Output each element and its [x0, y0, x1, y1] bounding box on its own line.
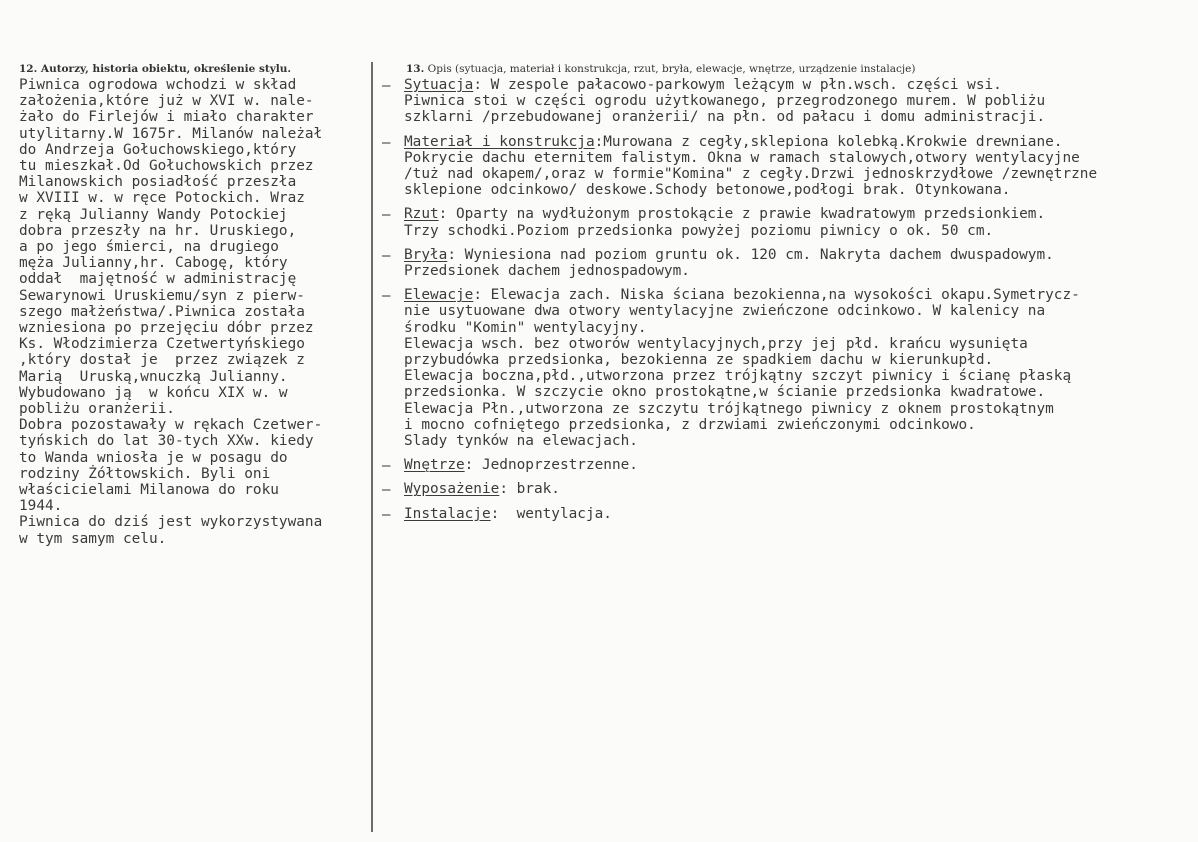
history-line: Piwnica do dziś jest wykorzystywana — [19, 514, 323, 531]
history-line: Ks. Włodzimierza Czetwertyńskiego — [19, 336, 305, 353]
section-line: środku "Komin" wentylacyjny. — [404, 319, 647, 336]
history-line: rodziny Żółtowskich. Byli oni — [19, 465, 271, 482]
section-gap — [382, 449, 1198, 457]
section-first-line — [382, 506, 1198, 522]
section-dash: – — [382, 247, 391, 264]
description-header-text: Opis (sytuacja, materiał i konstrukcja, rzut, bryła, elewacje, wnętrze, urządzenie instalacje) — [427, 63, 916, 75]
section-title: Wyposażenie — [404, 481, 500, 498]
history-header: 12. Autorzy, historia obiektu, określenie stylu. — [19, 63, 292, 75]
history-line: oddał majętność w administrację — [19, 271, 297, 288]
history-line: Dobra pozostawały w rękach Czetwer- — [19, 417, 323, 434]
description-header — [382, 62, 1198, 77]
section-title: Instalacje — [404, 505, 491, 522]
section-line: Elewacja Płn.,utworzona ze szczytu trójkątnego piwnicy z oknem prostokątnym — [404, 400, 1054, 417]
description-sections — [382, 77, 1198, 522]
history-line: to Wanda wniosła je w posagu do — [19, 449, 288, 466]
history-column — [19, 62, 371, 547]
history-line: w XVIII w. w ręce Potockich. Wraz — [19, 190, 305, 207]
section-dash: – — [382, 482, 391, 499]
history-line: szego małżeństwa/.Piwnica została — [19, 303, 305, 320]
history-line: tyńskich do lat 30-tych XXw. kiedy — [19, 433, 314, 450]
history-line: Piwnica ogrodowa wchodzi w skład — [19, 77, 297, 93]
section-gap — [382, 498, 1198, 506]
section-dash: – — [382, 458, 391, 475]
section-first-line — [382, 247, 1198, 263]
section-first-line — [382, 206, 1198, 222]
section-text: : Jednoprzestrzenne. — [464, 457, 638, 474]
section-dash: – — [382, 506, 391, 522]
section-line: szklarni /przebudowanej oranżerii/ na płn. od pałacu i domu administracji. — [404, 109, 1046, 126]
section-title: Elewacje — [404, 287, 474, 304]
section-line: Elewacja boczna,płd.,utworzona przez trójkątny szczyt piwnicy i ścianę płaską — [404, 368, 1072, 385]
section-line: sklepione odcinkowo/ deskowe.Schody betonowe,podłogi brak. Otynkowana. — [404, 182, 1011, 199]
description-section — [382, 247, 1198, 279]
section-title: Sytuacja — [404, 77, 474, 93]
history-line: 1944. — [19, 498, 63, 515]
description-section — [382, 481, 1198, 497]
section-text: : Wyniesiona nad poziom gruntu ok. 120 cm. Nakryta dachem dwuspadowym. — [447, 246, 1054, 263]
section-text: :Murowana z cegły,sklepiona kolebką.Krokwie drewniane. — [594, 133, 1063, 150]
history-line: Sewarynowi Uruskiemu/syn z pierw- — [19, 287, 305, 304]
section-line: /tuż nad okapem/,oraz w formie"Komina" z cegły.Drzwi jednoskrzydłowe /zewnętrzne — [404, 166, 1098, 183]
description-section — [382, 206, 1198, 238]
description-header-number: 13. — [406, 63, 425, 75]
history-line: do Andrzeja Gołuchowskiego,który — [19, 141, 297, 158]
section-title: Rzut — [404, 206, 439, 223]
section-dash: – — [382, 134, 391, 151]
history-line: ,który dostał je przez związek z — [19, 352, 305, 369]
history-line: wzniesiona po przejęciu dóbr przez — [19, 320, 314, 337]
history-text — [19, 77, 371, 547]
history-line: właścicielami Milanowa do roku — [19, 482, 279, 499]
history-line: w tym samym celu. — [19, 530, 167, 547]
history-line: założenia,które już w XVI w. nale- — [19, 93, 314, 110]
history-line: tu mieszkał.Od Gołuchowskich przez — [19, 158, 314, 175]
history-line: utylitarny.W 1675r. Milanów należał — [19, 125, 323, 142]
section-text: : W zespole pałacowo-parkowym leżącym w płn.wsch. części wsi. — [473, 77, 1002, 93]
section-gap — [382, 279, 1198, 287]
section-line: przybudówka przedsionka, bezokienna ze spadkiem dachu w kierunkupłd. — [404, 352, 994, 369]
section-gap — [382, 126, 1198, 134]
history-line: pobliżu oranżerii. — [19, 401, 175, 418]
section-first-line — [382, 77, 1198, 93]
description-section — [382, 287, 1198, 449]
section-line: Elewacja wsch. bez otworów wentylacyjnych,przy jej płd. krańcu wysunięta — [404, 335, 1028, 352]
section-first-line — [382, 457, 1198, 473]
column-divider — [371, 62, 373, 832]
history-line: z ręką Julianny Wandy Potockiej — [19, 206, 288, 223]
section-first-line — [382, 134, 1198, 150]
section-dash: – — [382, 78, 391, 94]
section-title: Wnętrze — [404, 457, 465, 474]
section-title: Materiał i konstrukcja — [404, 133, 595, 150]
section-gap — [382, 473, 1198, 481]
section-line: Pokrycie dachu eternitem falistym. Okna w ramach stalowych,otwory wentylacyjne — [404, 149, 1080, 166]
section-line: Slady tynków na elewacjach. — [404, 433, 638, 450]
history-line: a po jego śmierci, na drugiego — [19, 239, 279, 256]
description-section — [382, 506, 1198, 522]
section-gap — [382, 198, 1198, 206]
history-line: męża Julianny,hr. Cabogę, który — [19, 255, 288, 272]
history-line: żało do Firlejów i miało charakter — [19, 109, 314, 126]
section-line: i mocno cofniętego przedsionka, z drzwiami zwieńczonymi odcinkowo. — [404, 416, 976, 433]
section-line: Trzy schodki.Poziom przedsionka powyżej poziomu piwnicy o ok. 50 cm. — [404, 222, 994, 239]
history-line: Wybudowano ją w końcu XIX w. w — [19, 384, 288, 401]
section-text: : Oparty na wydłużonym prostokącie z prawie kwadratowym przedsionkiem. — [438, 206, 1046, 223]
section-title: Bryła — [404, 246, 448, 263]
section-dash: – — [382, 288, 391, 305]
section-line: Przedsionek dachem jednospadowym. — [404, 263, 690, 280]
description-section — [382, 457, 1198, 473]
section-first-line — [382, 287, 1198, 303]
section-text: : brak. — [499, 481, 560, 498]
description-column — [382, 62, 1198, 522]
description-section — [382, 77, 1198, 126]
section-first-line — [382, 481, 1198, 497]
section-line: nie usytuowane dwa otwory wentylacyjne zwieńczone odcinkowo. W kalenicy na — [404, 303, 1046, 320]
history-line: Milanowskich posiadłość przeszła — [19, 174, 297, 191]
description-section — [382, 134, 1198, 199]
section-text: : wentylacja. — [490, 505, 612, 522]
section-line: przedsionka. W szczycie okno prostokątne,w ścianie przedsionka kwadratowe. — [404, 384, 1046, 401]
section-line: Piwnica stoi w części ogrodu użytkowanego, przegrodzonego murem. W pobliżu — [404, 93, 1046, 110]
section-dash: – — [382, 207, 391, 224]
history-line: dobra przeszły na hr. Uruskiego, — [19, 222, 297, 239]
section-gap — [382, 239, 1198, 247]
section-text: : Elewacja zach. Niska ściana bezokienna,na wysokości okapu.Symetrycz- — [473, 287, 1080, 304]
history-line: Marią Uruską,wnuczką Julianny. — [19, 368, 288, 385]
